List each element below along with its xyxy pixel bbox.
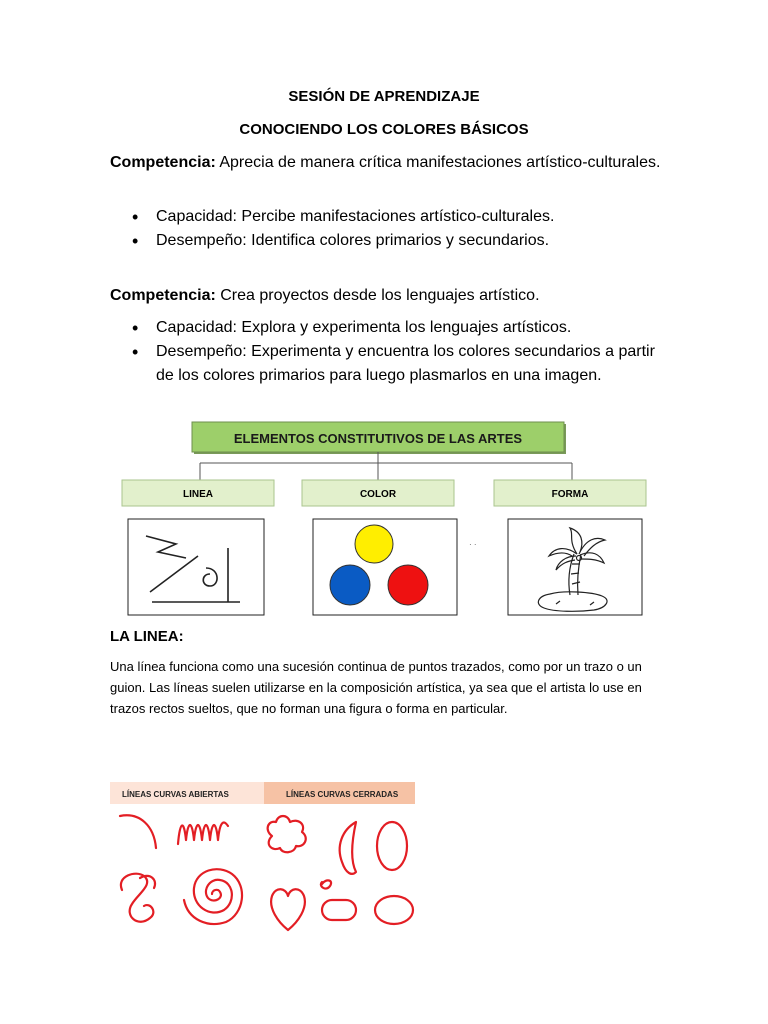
- diagram-header: [192, 422, 566, 454]
- curves-illustration: [110, 782, 420, 932]
- box-linea: [122, 480, 274, 506]
- competencia-1: [110, 152, 670, 174]
- crescent-shape: [340, 822, 356, 874]
- box-color-label: COLOR: [359, 489, 397, 500]
- competencia-2-list: [110, 316, 670, 388]
- box-color: [302, 480, 454, 506]
- spiral-shape: [184, 869, 242, 924]
- list-item: • Capacidad: Percibe manifestaciones artístico-culturales.: [110, 205, 670, 229]
- elements-diagram: [100, 418, 660, 624]
- list-item: • Capacidad: Explora y experimenta los lenguajes artísticos.: [110, 316, 670, 340]
- svg-text:· ·: · ·: [469, 540, 477, 549]
- s-curve-shape: [121, 874, 153, 922]
- page-subtitle: CONOCIENDO LOS COLORES BÁSICOS: [239, 121, 529, 138]
- competencia-2: [110, 285, 670, 307]
- rounded-rect-shape: [322, 900, 356, 920]
- forma-illustration: [508, 519, 642, 615]
- blue-circle: [330, 565, 370, 605]
- cloud-shape: [268, 816, 306, 852]
- infinity-shape: [321, 880, 331, 888]
- box-forma: [494, 480, 646, 506]
- competencia-1-list: [110, 205, 670, 253]
- competencia-1-text: Aprecia de manera crítica manifestaciones artístico-culturales.: [215, 154, 661, 171]
- box-forma-label: FORMA: [551, 489, 589, 500]
- page-title: SESIÓN DE APRENDIZAJE: [288, 88, 480, 105]
- open-arc-shape: [120, 815, 156, 848]
- competencia-1-label: Competencia:: [110, 154, 216, 171]
- yellow-circle: [355, 525, 393, 563]
- closed-curves-label: LÍNEAS CURVAS CERRADAS: [286, 790, 399, 799]
- box-linea-label: LINEA: [183, 489, 213, 500]
- list-item: • Desempeño: Identifica colores primarios y secundarios.: [110, 229, 670, 253]
- competencia-2-text: Crea proyectos desde los lenguajes artístico.: [215, 287, 540, 304]
- list-item: • Desempeño: Experimenta y encuentra los colores secundarios a partir de los colores primarios para luego plasmarlos en una imagen.: [110, 340, 670, 388]
- diagram-connectors: [200, 452, 572, 480]
- competencia-2-label: Competencia:: [110, 287, 216, 304]
- diagram-header-label: ELEMENTOS CONSTITUTIVOS DE LAS ARTES: [233, 431, 523, 446]
- ellipse-shape: [375, 896, 413, 924]
- heart-shape: [271, 889, 305, 930]
- open-curves-label: LÍNEAS CURVAS ABIERTAS: [122, 790, 229, 799]
- zigzag-curve-shape: [178, 823, 228, 844]
- section-body-text: Una línea funciona como una sucesión continua de puntos trazados, como por un trazo o un guion. Las líneas suelen utilizarse en la composición artística, ya sea que el artista lo use en trazos rectos sueltos, que no forman una figura o forma en particular.: [110, 659, 642, 716]
- section-heading: LA LINEA:: [110, 628, 184, 645]
- color-illustration: [313, 519, 477, 615]
- red-circle: [388, 565, 428, 605]
- lines-illustration: [128, 519, 264, 615]
- oval-shape: [377, 822, 407, 870]
